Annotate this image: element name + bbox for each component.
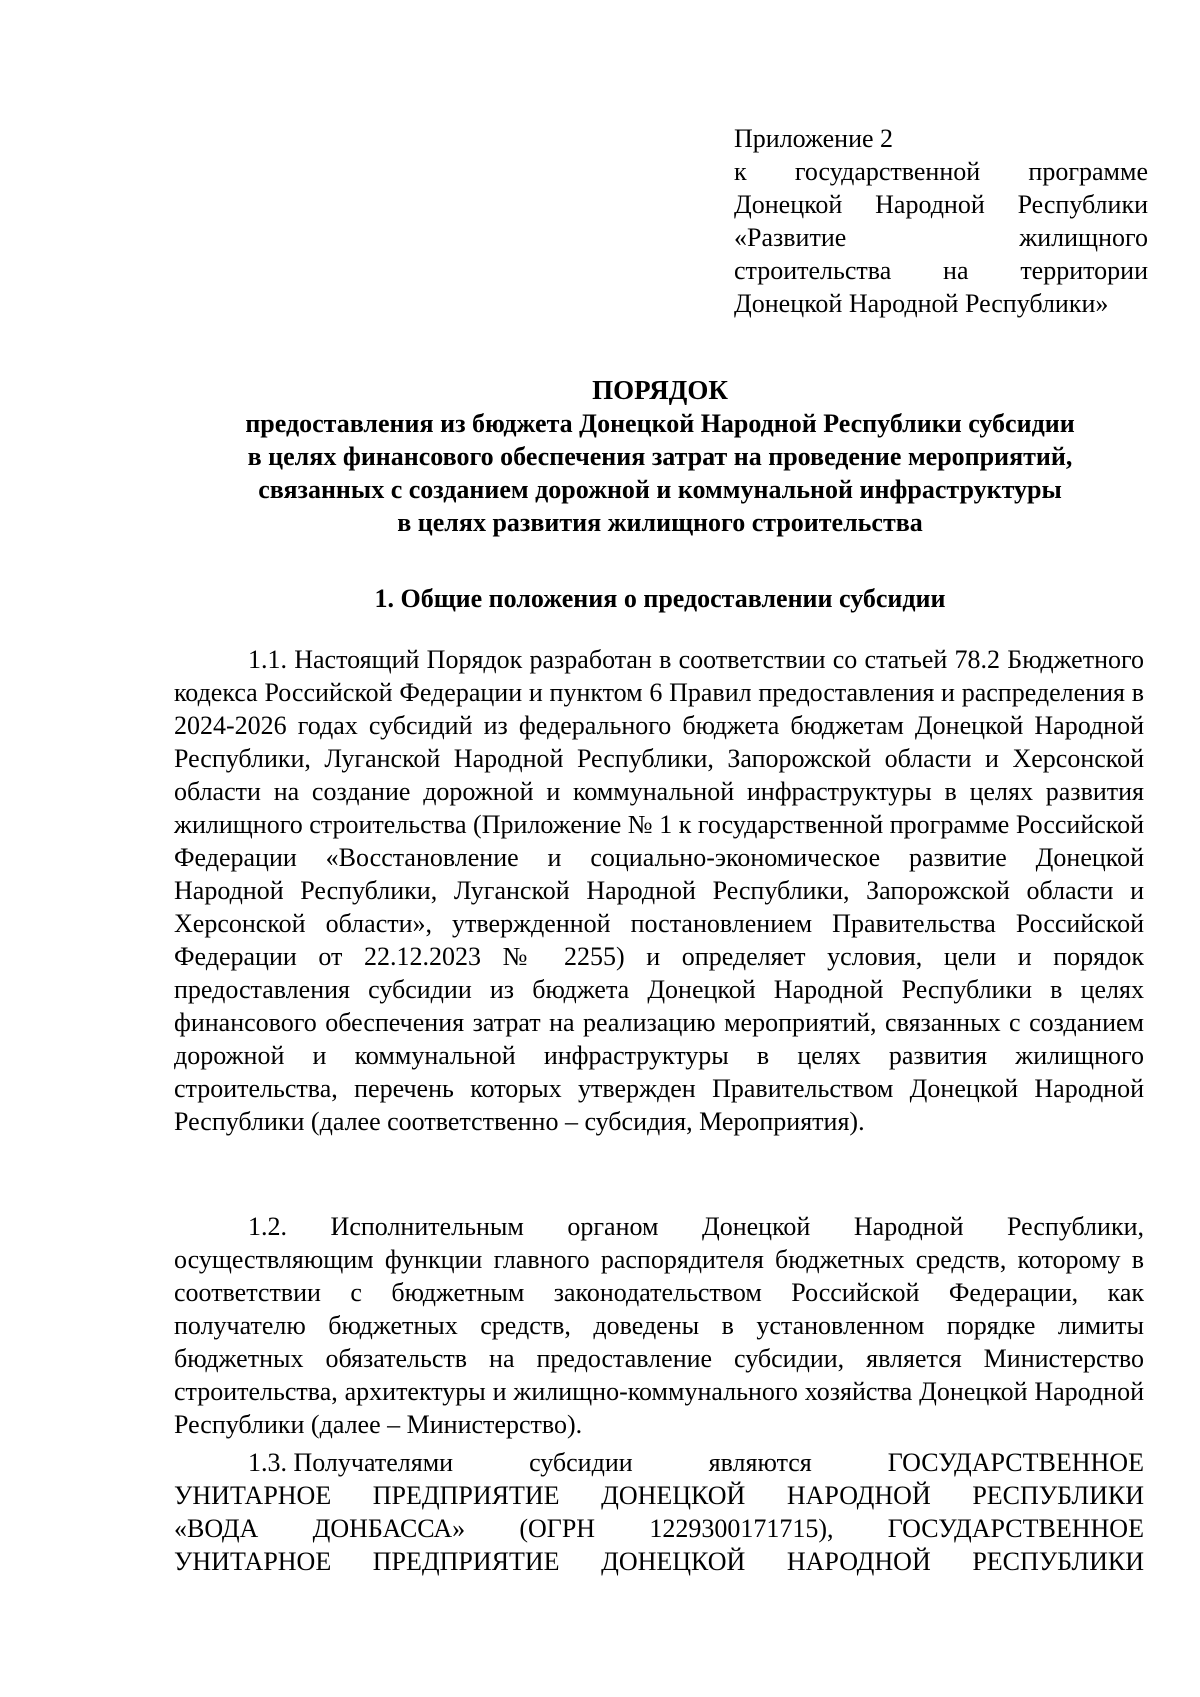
paragraph-1-2 — [174, 1210, 1144, 1441]
paragraph-line: УНИТАРНОЕ ПРЕДПРИЯТИЕ ДОНЕЦКОЙ НАРОДНОЙ РЕСПУБЛИКИ — [174, 1481, 1144, 1510]
paragraph-1-1 — [174, 643, 1144, 1138]
title-line: в целях развития жилищного строительства — [397, 508, 923, 537]
paragraph-1-3 — [174, 1446, 1144, 1578]
paragraph-line: «ВОДА ДОНБАССА» (ОГРН 1229300171715), ГОСУДАРСТВЕННОЕ — [174, 1514, 1144, 1543]
appendix-line: Донецкой Народной Республики — [734, 190, 1148, 219]
appendix-line: «Развитие жилищного — [734, 223, 1148, 252]
paragraph-text: 1.2. Исполнительным органом Донецкой Народной Республики, осуществляющим функции главного распорядителя бюджетных средств, которому в соответствии с бюджетным законодательством Российской Федерации, как получателю бюджетных средств, доведены в установленном порядке лимиты бюджетных обязательств на предоставление субсидии, является Министерство строительства, архитектуры и жилищно-коммунального хозяйства Донецкой Народной Республики (далее – Министерство). — [174, 1212, 1144, 1439]
appendix-line: к государственной программе — [734, 157, 1148, 186]
title-line: в целях финансового обеспечения затрат на проведение мероприятий, — [247, 442, 1073, 471]
paragraph-line: УНИТАРНОЕ ПРЕДПРИЯТИЕ ДОНЕЦКОЙ НАРОДНОЙ РЕСПУБЛИКИ — [174, 1547, 1144, 1576]
appendix-line: строительства на территории — [734, 256, 1148, 285]
section-heading: 1. Общие положения о предоставлении субсидии — [374, 584, 946, 613]
appendix-line: Приложение 2 — [734, 124, 894, 153]
title-main: ПОРЯДОК — [592, 375, 728, 405]
title-line: предоставления из бюджета Донецкой Народной Республики субсидии — [245, 409, 1075, 438]
appendix-note — [734, 122, 1148, 320]
paragraph-text: 1.1. Настоящий Порядок разработан в соответствии со статьей 78.2 Бюджетного кодекса Российской Федерации и пунктом 6 Правил предоставления и распределения в 2024-2026 годах субсидий из федерального бюджета бюджетам Донецкой Народной Республики, Луганской Народной Республики, Запорожской области и Херсонской области на создание дорожной и коммунальной инфраструктуры в целях развития жилищного строительства (Приложение № 1 к государственной программе Российской Федерации «Восстановление и социально-экономическое развитие Донецкой Народной Республики, Луганской Народной Республики, Запорожской области и Херсонской области», утвержденной постановлением Правительства Российской Федерации от 22.12.2023 № 2255) и определяет условия, цели и порядок предоставления субсидии из бюджета Донецкой Народной Республики в целях финансового обеспечения затрат на реализацию мероприятий, связанных с созданием дорожной и коммунальной инфраструктуры в целях развития жилищного строительства, перечень которых утвержден Правительством Донецкой Народной Республики (далее соответственно – субсидия, Мероприятия). — [174, 645, 1144, 1136]
document-title — [150, 374, 1170, 539]
paragraph-line: 1.3. Получателями субсидии являются ГОСУДАРСТВЕННОЕ — [248, 1448, 1144, 1477]
title-line: связанных с созданием дорожной и коммунальной инфраструктуры — [258, 475, 1062, 504]
appendix-line: Донецкой Народной Республики» — [734, 289, 1109, 318]
